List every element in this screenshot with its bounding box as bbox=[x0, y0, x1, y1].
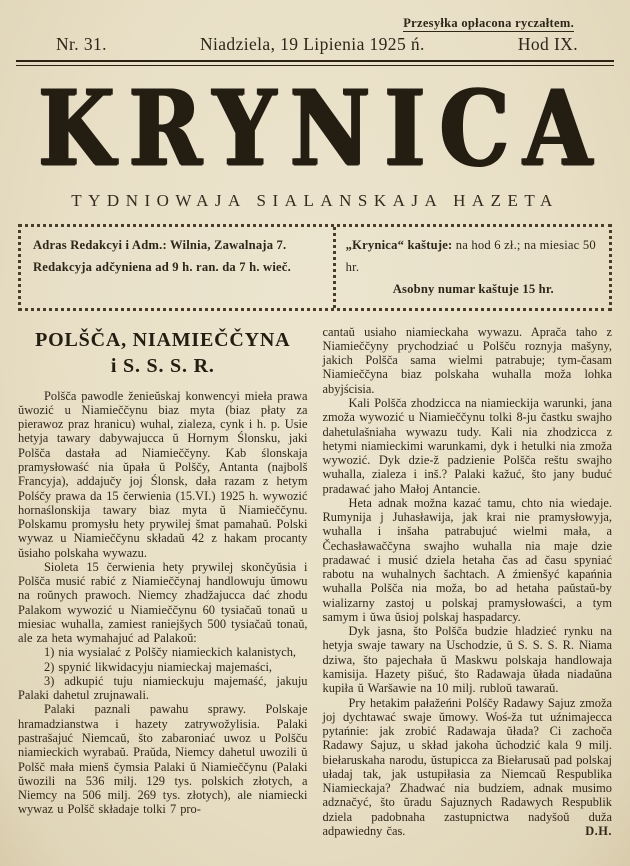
right-column bbox=[323, 325, 613, 839]
address-info bbox=[21, 227, 333, 308]
article-closing-paragraph bbox=[323, 696, 613, 839]
issue-number: Nr. 31. bbox=[56, 34, 107, 54]
office-hours-line: Redakcyja adčyniena ad 9 h. ran. da 7 h. wieč. bbox=[33, 259, 291, 274]
mailing-note-text: Przesyłka opłacona ryczałtem. bbox=[403, 16, 574, 30]
masthead bbox=[16, 66, 614, 211]
article-paragraph: cantaŭ usiaho niamieckaha wywazu. Aprača taho z Niamieččyny prychodziać u Polšču roznyja mašyny, jakich Polšča sama wielmi patrabuje; tym-časam Niamieččyna biaz polskaha wuhalla moža lohka abyjścisia. bbox=[322, 324, 612, 396]
author-initials: D.H. bbox=[585, 823, 612, 838]
publication-date: Niadziela, 19 Lipienia 1925 ń. bbox=[199, 34, 425, 54]
article-list-item: 1) nia wysialać z Polščy niamieckich kalanistych, bbox=[44, 645, 297, 660]
article-paragraph: Polšča pawodle ženieŭskaj konwencyi mieła prawa ŭwozić u Niamieččynu biaz myta (biaz płaty za pierawoz praz hranicu) wuhal, zialeza, cynk i h. p. Usie hetyja tawary dabywajucca ŭ Hornym Ślonsku, jaki Polšča dastała ad Niamieččyny. Kab ślonskaja pramysłowaść nia ŭpała ŭ Polščy, Antanta (najbolš Francyja), addajučy joj Ślonsk, dała razam z hetym Polśčy prawa da 15 čerwienia (15.VI.) 1925 h. wywozić hornaślonskija tawary biaz myta ŭ Niamieččynu. Polskamu promysłu hety prywilej šmat pamahaŭ. Polski wywaz u Niamieččynu składaŭ 42 z hakam procanty ŭsiaho polskaha wywazu. bbox=[18, 388, 308, 560]
article-paragraph: Sioleta 15 čerwienia hety prywilej skončyŭsia i Polšča musić rabić z Niamieččynaj handlowuju ŭmowu na roŭnych prawoch. Niemcy zhadžajucca dać zhodu Palakom wywozić u Niamieččynu 60 tysiačaŭ tonaŭ u miesiac wuhalla, zamiest raniejšych 500 tysiačaŭ tonaŭ, ale za heta wymahajuć ad Palakoŭ: bbox=[18, 559, 308, 646]
headline-line-2: i S. S. S. R. bbox=[110, 354, 215, 377]
price-label: „Krynica“ kaštuje: bbox=[345, 237, 453, 252]
info-box bbox=[18, 224, 612, 311]
article-paragraph: Kali Polšča zhodzicca na niamieckija warunki, jana zmoža wywozić u Niamieččynu tolki 8-ju častku swajho dahetulašniaha wywazu tudy. Kali nia zhodzicca z hetymi niamieckimi warunkami, dyk i hetulki nia zmoža wywozić. Dyk dzie-ž padzienie Polšča reštu swajho wuhalla, zialeza i inš.? Palaki kažuć, što jany buduć pradawać jaho Małoj Antancie. bbox=[322, 395, 612, 496]
price-info bbox=[333, 227, 609, 308]
left-column bbox=[18, 325, 308, 839]
article-headline bbox=[18, 327, 308, 379]
article-columns bbox=[16, 325, 614, 839]
volume-year: Hod IX. bbox=[517, 34, 578, 54]
address-line: Adras Redakcyi i Adm.: Wilnia, Zawalnaja 7. bbox=[33, 237, 287, 252]
mailing-note bbox=[16, 16, 614, 31]
article-paragraph: Heta adnak možna kazać tamu, chto nia wiedaje. Rumynija j Juhasławija, jak krai nie pramysłowyja, wuhalla i inšaha patrabujuć wielmi mała, a Čechasławaččyna swajho wuhalla nia maje dzie pradawać i musić dziela hetaha čas ad času spyniać rabotu na wuhalnych šachtach. A źmienšyć kapańnia wuhalla Polšča nia moža, bo ad hetaha paŭstaŭ-by wializarny zastoj u polskaj pramysłowaści, a tym samym i ŭwa ŭsioj polskaj haspadarcy. bbox=[322, 495, 612, 624]
dateline bbox=[16, 34, 614, 55]
article-paragraph: Palaki paznali pawahu sprawy. Polskaje hramadzianstwa i hazety zatrywožylisia. Palaki pastrašajuć Niemcaŭ, što zabaroniać uwoz u Polšču niamieckich wyrabaŭ. Praŭda, Niemcy dahetul uwozili ŭ Polšč mała mienš čymsia Palaki ŭ Niamieččynu (Palaki ŭwozili na 536 milj. 129 tys. polskich złotych, a Niemcy na 506 milj. 269 tys. złotych), ale niamiecki wywaz u Polšč składaje tolki 7 pro- bbox=[18, 702, 308, 817]
price-detail: na hod 6 zł.; na miesiac 50 hr. bbox=[345, 237, 596, 274]
headline-line-1: POLŠČA, NIAMIEČČYNA bbox=[35, 328, 291, 351]
newspaper-title: KRYNICA bbox=[38, 66, 606, 190]
article-paragraph-text: Pry hetakim pałažeńni Polśčy Radawy Sajuz zmoža joj dychtawać swaje ŭmowy. Woś-ža tut uźnimajecca pytańnie: jak zrobić Radawaja ŭłada? Ci zachoča Radawy Sajuz, u skład jakoha ŭchodzić kala 9 milj. biełaruskaha narodu, ŭstupicca za Biełarusaŭ pad polskaj uładaj tak, jak ustupiłasia za Niemcaŭ Respublika Niamieckaja? Zhadwać nia budziem, adnak musimo adznačyć, što ŭradu Sajuznych Radawych Respublik dziela padobnaha zastupnictwa nadyšoŭ duža adpawiedny čas. bbox=[322, 695, 612, 838]
article-list-item: 3) adkupić tuju niamieckuju majemaść, jakuju Palaki dahetul zrujnawali. bbox=[18, 673, 308, 703]
article-list-item: 2) spynić likwidacyju niamieckaj majemaści, bbox=[44, 659, 272, 674]
newspaper-subtitle: TYDNIOWAJA SIALANSKAJA HAZETA bbox=[71, 190, 559, 210]
article-paragraph: Dyk jasna, što Polšča budzie hladzieć rynku na hetyja swaje tawary na Uschodzie, ŭ S. S. S. R. Niama dziwa, što pajechała ŭ Maskwu polskaja handlowaja kamisija. Hazety pišuć, što Radawaja ŭłada niadaŭna kupiła ŭ Waršawie na 10 milj. rubloŭ tawaraŭ. bbox=[322, 624, 612, 696]
header-rule bbox=[16, 60, 614, 66]
subscription-price-line bbox=[346, 234, 601, 278]
single-issue-price-line: Asobny numar kaštuje 15 hr. bbox=[392, 281, 554, 296]
